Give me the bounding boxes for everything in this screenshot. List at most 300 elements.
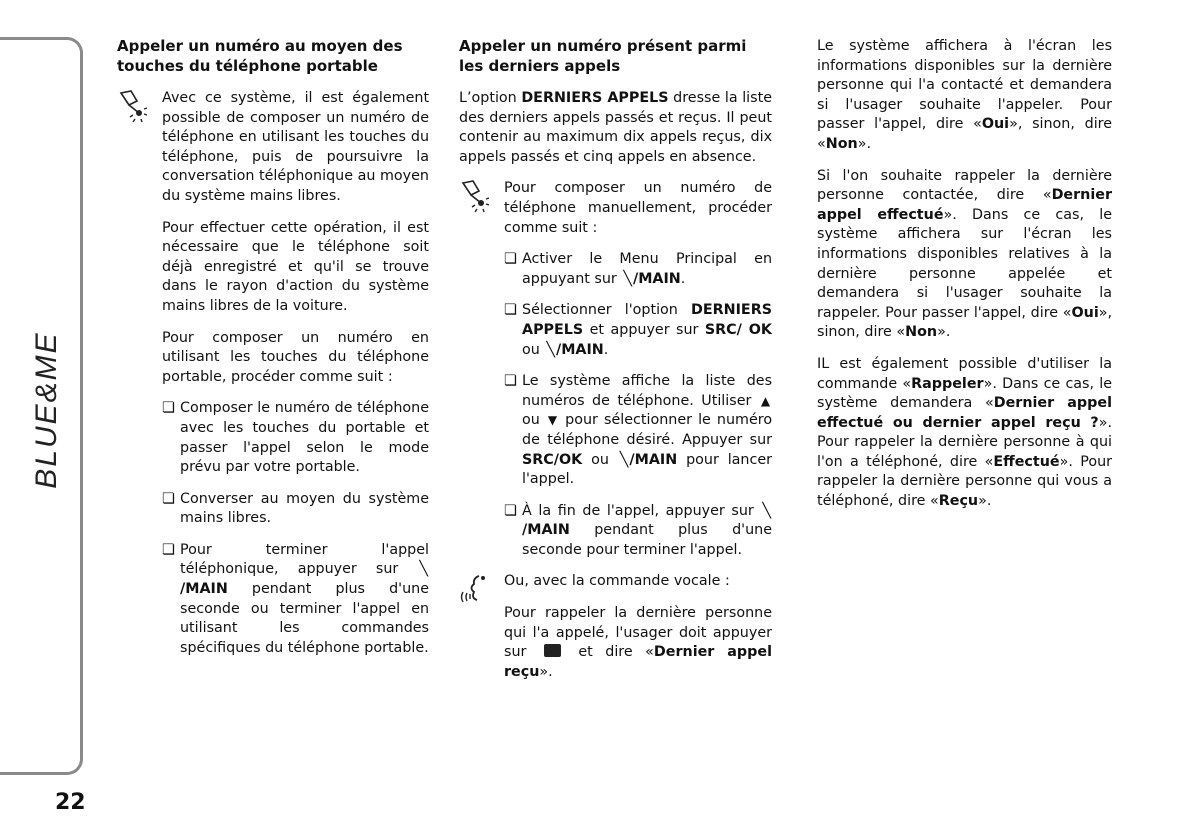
word: le bbox=[205, 278, 218, 295]
word: l'usager bbox=[615, 624, 673, 641]
column-1 bbox=[117, 37, 429, 670]
word: mains bbox=[249, 187, 293, 204]
column-2 bbox=[459, 37, 772, 694]
word: pour bbox=[565, 412, 598, 429]
word: l'on bbox=[842, 167, 869, 184]
word: personne bbox=[908, 265, 976, 282]
word: appuyer bbox=[297, 561, 357, 578]
bold-text bbox=[905, 324, 937, 340]
text bbox=[180, 400, 429, 475]
word: procéder bbox=[231, 368, 295, 385]
word: personne bbox=[965, 473, 1032, 490]
word: « bbox=[929, 493, 939, 510]
text bbox=[539, 664, 552, 680]
word: numéro bbox=[680, 180, 736, 197]
word: voiture. bbox=[292, 297, 348, 314]
word: « bbox=[1062, 304, 1072, 321]
word: relatives bbox=[1008, 245, 1070, 262]
word: informations bbox=[817, 245, 907, 262]
word: appuyant bbox=[522, 270, 590, 287]
word: seconde bbox=[180, 600, 240, 617]
word: dernière bbox=[1052, 167, 1112, 184]
word: appelé, bbox=[555, 624, 609, 641]
word: en bbox=[411, 329, 429, 346]
checkbox-bullet-icon: ❏ bbox=[162, 490, 175, 507]
word: numéro bbox=[716, 412, 773, 429]
word: numéro bbox=[337, 329, 393, 346]
word: dix bbox=[623, 129, 645, 146]
word: un bbox=[643, 180, 662, 197]
word: utilisant bbox=[180, 620, 238, 637]
word: seconde bbox=[522, 541, 582, 558]
word: appel bbox=[990, 414, 1036, 431]
word: composer bbox=[250, 109, 321, 126]
word: de bbox=[411, 109, 430, 126]
paragraph bbox=[459, 89, 772, 167]
word: ». bbox=[937, 324, 951, 341]
word: effectué bbox=[877, 206, 944, 223]
word: pour bbox=[586, 541, 620, 558]
word: moyen bbox=[286, 490, 336, 507]
word: sélectionner bbox=[604, 412, 692, 429]
word: également bbox=[352, 90, 430, 106]
word: /MAIN bbox=[555, 341, 604, 358]
word: /MAIN bbox=[629, 451, 678, 468]
word: l'appeler. bbox=[997, 96, 1064, 113]
word: le bbox=[698, 412, 711, 429]
word: dire bbox=[898, 493, 926, 510]
word: la bbox=[538, 502, 552, 519]
bold-text bbox=[982, 116, 1009, 132]
text bbox=[522, 412, 772, 448]
phone-icon: ╲ bbox=[419, 561, 429, 578]
paragraph bbox=[504, 179, 772, 238]
word: rappeler bbox=[817, 473, 878, 490]
word: appelée bbox=[1008, 265, 1066, 282]
word: des bbox=[746, 373, 773, 390]
word: téléphone bbox=[504, 199, 576, 216]
word: reçu bbox=[504, 663, 540, 680]
word: pendant bbox=[594, 522, 654, 539]
word: « bbox=[984, 453, 994, 470]
paragraph bbox=[504, 604, 772, 682]
word: avec bbox=[533, 573, 568, 590]
text bbox=[681, 271, 686, 287]
word: disponibles bbox=[914, 57, 996, 74]
word: Converser bbox=[180, 490, 254, 507]
word: effectué bbox=[817, 414, 884, 431]
word: en bbox=[669, 148, 688, 165]
word: Pour bbox=[885, 304, 917, 321]
word: d'une bbox=[732, 522, 773, 539]
word: au bbox=[357, 168, 376, 185]
word: personne bbox=[817, 187, 884, 204]
word: Activer bbox=[522, 251, 573, 268]
paragraph bbox=[162, 329, 429, 388]
word: manuellement, bbox=[587, 199, 697, 216]
word: rappeler. bbox=[817, 304, 881, 321]
word: . bbox=[603, 341, 609, 358]
word: contacté bbox=[940, 77, 1004, 94]
word: l'appel. bbox=[522, 471, 575, 488]
word: APPELS bbox=[607, 90, 669, 106]
word: sur bbox=[1002, 57, 1025, 74]
word: informations bbox=[817, 57, 907, 74]
word: du bbox=[410, 129, 430, 146]
word: touches bbox=[349, 129, 406, 146]
word: affichera bbox=[925, 38, 989, 54]
text bbox=[162, 220, 429, 314]
word: du bbox=[342, 490, 361, 507]
word: /MAIN bbox=[522, 522, 570, 539]
word: enregistré bbox=[203, 258, 277, 275]
word: de bbox=[592, 392, 610, 409]
word: avec bbox=[180, 419, 214, 436]
word: a bbox=[1103, 473, 1113, 490]
word: ? bbox=[1090, 414, 1099, 431]
word: cas, bbox=[1055, 206, 1085, 223]
word: pour bbox=[686, 451, 719, 468]
word: reçus, bbox=[702, 129, 746, 146]
word: IL bbox=[817, 355, 830, 372]
phone-icon: ╲ bbox=[546, 341, 555, 358]
word: cas, bbox=[1065, 375, 1095, 392]
word: L’option bbox=[459, 90, 517, 106]
word: appuyer bbox=[610, 321, 670, 338]
word: personne bbox=[705, 605, 773, 622]
word: du bbox=[328, 349, 347, 366]
word: prévu bbox=[180, 459, 221, 476]
word: système bbox=[817, 226, 878, 243]
word: : bbox=[724, 573, 730, 590]
word: à bbox=[1075, 434, 1085, 451]
word: un bbox=[301, 329, 320, 346]
word: ». bbox=[1059, 453, 1073, 470]
word: disponibles bbox=[917, 245, 998, 262]
word: Oui bbox=[981, 116, 1010, 133]
word: dire bbox=[996, 187, 1025, 204]
word: fin bbox=[557, 502, 576, 519]
word: la bbox=[919, 434, 933, 451]
word: plus bbox=[678, 522, 708, 539]
word: de bbox=[334, 400, 353, 417]
word: dire bbox=[1030, 304, 1059, 321]
checkbox-bullet-icon: ❏ bbox=[162, 541, 175, 558]
word: l'appel bbox=[381, 541, 430, 558]
word: de bbox=[582, 502, 601, 519]
phone-icon: ╲ bbox=[619, 451, 629, 468]
word: téléphone, bbox=[162, 148, 239, 165]
word: des bbox=[459, 109, 485, 126]
word: ou bbox=[250, 600, 269, 617]
section-heading: Appeler un numéro présent parmi les derniers appels bbox=[459, 37, 747, 75]
word: touches bbox=[261, 349, 318, 366]
word: du bbox=[318, 419, 337, 436]
word: l'usager bbox=[945, 285, 1003, 302]
word: téléphone bbox=[357, 349, 430, 366]
word: peut bbox=[739, 109, 772, 126]
word: système, bbox=[230, 90, 296, 106]
word: et bbox=[658, 109, 674, 126]
manual-note-icon bbox=[117, 89, 147, 129]
word: affiche bbox=[621, 373, 671, 390]
text bbox=[180, 491, 429, 527]
word: que bbox=[251, 239, 279, 256]
word: système bbox=[184, 187, 246, 204]
word: sur bbox=[375, 561, 399, 578]
word: un bbox=[326, 109, 345, 126]
word: commande bbox=[817, 375, 898, 392]
word: et bbox=[589, 321, 605, 338]
word: DERNIERS bbox=[691, 302, 772, 319]
word: Dans bbox=[972, 206, 1009, 223]
word: « bbox=[973, 116, 982, 133]
word: plus bbox=[335, 581, 365, 598]
word: Sélectionner bbox=[522, 302, 612, 319]
word: téléphone bbox=[318, 239, 390, 256]
paragraph bbox=[162, 219, 429, 317]
word: le bbox=[360, 439, 373, 456]
word: DERNIERS bbox=[521, 90, 603, 106]
column-3 bbox=[817, 37, 1112, 524]
text bbox=[162, 90, 429, 204]
bold-text bbox=[521, 90, 668, 106]
word: système bbox=[849, 38, 910, 54]
word: est bbox=[407, 219, 430, 236]
word: rappeler bbox=[544, 605, 606, 622]
text bbox=[817, 207, 1112, 321]
word: vous bbox=[1064, 473, 1099, 490]
word: passés bbox=[510, 148, 560, 165]
word: téléphone bbox=[287, 639, 360, 656]
word: l'appel. bbox=[689, 541, 743, 558]
bold-text bbox=[629, 452, 677, 468]
text bbox=[180, 542, 429, 578]
paragraph bbox=[817, 355, 1112, 512]
word: dernière bbox=[636, 605, 696, 622]
word: trouve bbox=[382, 258, 430, 275]
word: souhaite bbox=[880, 167, 943, 184]
text bbox=[978, 493, 991, 509]
word: a bbox=[850, 453, 859, 470]
word: qui bbox=[504, 624, 527, 641]
word: téléphoné, bbox=[817, 493, 894, 510]
word: au bbox=[523, 129, 541, 146]
paragraph bbox=[162, 89, 429, 207]
word: /MAIN bbox=[180, 581, 228, 598]
word: et bbox=[414, 419, 430, 436]
arrow-down-icon: ▼ bbox=[547, 413, 558, 428]
word: APPELS bbox=[522, 321, 584, 338]
word: passer bbox=[921, 304, 970, 321]
word: l'appel bbox=[352, 600, 401, 617]
bullet-item bbox=[504, 250, 772, 289]
word: utilisant bbox=[261, 129, 320, 146]
word: possible bbox=[958, 355, 1018, 372]
word: lancer bbox=[727, 451, 773, 468]
word: et bbox=[578, 644, 593, 661]
word: Dernier bbox=[653, 644, 715, 661]
word: le bbox=[1099, 375, 1113, 392]
word: appel bbox=[817, 206, 862, 223]
text bbox=[522, 412, 546, 428]
word: ». bbox=[983, 375, 997, 392]
paragraph bbox=[817, 37, 1112, 155]
word: sur bbox=[676, 321, 699, 338]
word: et bbox=[288, 258, 303, 275]
word: nécessaire bbox=[162, 239, 239, 256]
word: de bbox=[754, 180, 773, 197]
word: ». bbox=[978, 493, 992, 510]
phone-icon: ╲ bbox=[623, 270, 632, 287]
word: sur bbox=[980, 226, 1004, 243]
word: Dans bbox=[1002, 375, 1039, 392]
text bbox=[459, 90, 521, 106]
word: rappeler bbox=[854, 434, 915, 451]
word: le bbox=[257, 400, 271, 417]
word: numéro bbox=[274, 400, 330, 417]
word: Pour bbox=[1080, 96, 1112, 113]
word: se bbox=[355, 258, 372, 275]
word: système bbox=[368, 278, 430, 295]
word: et bbox=[1009, 77, 1024, 94]
word: personne bbox=[1003, 434, 1071, 451]
word: les bbox=[279, 620, 300, 637]
word: au bbox=[260, 490, 279, 507]
word: spécifiques bbox=[180, 639, 261, 656]
word: ce bbox=[1023, 206, 1041, 223]
word: votre bbox=[253, 459, 291, 476]
word: ce bbox=[205, 90, 222, 106]
word: qui bbox=[1089, 434, 1113, 451]
word: appels bbox=[617, 148, 665, 165]
word: dire bbox=[949, 453, 978, 470]
word: la bbox=[681, 373, 695, 390]
word: les bbox=[1091, 38, 1113, 54]
word: le bbox=[291, 239, 305, 256]
word: et bbox=[1097, 265, 1112, 282]
word: ». bbox=[539, 663, 553, 680]
word: l'écran bbox=[1023, 226, 1072, 243]
word: l'appel, bbox=[874, 116, 927, 133]
paragraph bbox=[504, 572, 772, 592]
word: rappeler bbox=[954, 167, 1015, 184]
word: la bbox=[614, 605, 628, 622]
text bbox=[522, 342, 544, 358]
word: la bbox=[416, 148, 430, 165]
word: les bbox=[223, 419, 244, 436]
word: touches bbox=[252, 419, 310, 436]
word: en bbox=[754, 251, 773, 268]
word: qui bbox=[889, 77, 913, 94]
word: d'utiliser bbox=[1027, 355, 1090, 372]
word: téléphone bbox=[357, 400, 430, 417]
word: passer bbox=[180, 439, 228, 456]
checkbox-bullet-icon: ❏ bbox=[504, 502, 517, 519]
word: de bbox=[226, 109, 245, 126]
word: Utiliser bbox=[701, 392, 752, 409]
bold-text bbox=[522, 522, 570, 538]
word: terminer bbox=[623, 541, 686, 558]
word: Avec bbox=[162, 90, 197, 106]
word: suit bbox=[561, 219, 588, 236]
word: demandera bbox=[1029, 77, 1113, 94]
word: appels bbox=[552, 109, 600, 126]
word: ou bbox=[892, 414, 913, 431]
word: à bbox=[1080, 245, 1089, 262]
word: également bbox=[871, 355, 949, 372]
word: liste bbox=[705, 373, 736, 390]
word: téléphonique bbox=[258, 168, 354, 185]
word: téléphonique, bbox=[180, 561, 279, 578]
bold-text bbox=[556, 342, 604, 358]
word: système bbox=[549, 373, 611, 390]
text bbox=[604, 342, 609, 358]
word: sur bbox=[594, 270, 617, 287]
word: conversation bbox=[162, 168, 255, 185]
word: appuyer bbox=[712, 624, 772, 641]
text bbox=[522, 302, 691, 318]
word: il bbox=[393, 219, 401, 236]
word: puis bbox=[252, 148, 282, 165]
word: l'usager bbox=[845, 96, 903, 113]
word: reçu bbox=[1045, 414, 1081, 431]
word: la bbox=[571, 573, 585, 590]
word: ou bbox=[591, 451, 609, 468]
word: reçus. bbox=[678, 109, 722, 126]
word: Oui bbox=[1071, 304, 1099, 321]
word: du bbox=[341, 278, 360, 295]
word: de bbox=[295, 148, 314, 165]
word: utilisant bbox=[162, 349, 220, 366]
word: la bbox=[1099, 355, 1113, 372]
word: Menu bbox=[619, 251, 659, 268]
word: Dernier bbox=[993, 395, 1055, 412]
word: Ou, bbox=[504, 573, 529, 590]
word: cinq bbox=[583, 148, 614, 165]
word: dire bbox=[605, 644, 633, 661]
word: l'écran bbox=[1027, 38, 1077, 54]
word: la bbox=[882, 473, 896, 490]
word: appels bbox=[459, 148, 507, 165]
word: SRC/OK bbox=[522, 451, 583, 468]
word: Rappeler bbox=[911, 375, 984, 392]
word: l'a bbox=[532, 624, 550, 641]
word: téléphone bbox=[162, 129, 234, 146]
word: dernière bbox=[938, 434, 998, 451]
bold-text bbox=[826, 136, 858, 152]
word: l'appel bbox=[243, 439, 291, 456]
word: appel bbox=[1067, 395, 1112, 412]
word: Pour bbox=[180, 541, 212, 558]
word: dire bbox=[935, 116, 964, 133]
word: ». bbox=[857, 135, 872, 152]
word: numéro bbox=[350, 109, 406, 126]
word: Il bbox=[726, 109, 735, 126]
text bbox=[162, 330, 429, 385]
word: d'action bbox=[276, 278, 334, 295]
word: libres. bbox=[227, 510, 272, 527]
word: sinon, bbox=[817, 324, 860, 341]
bullet-item bbox=[504, 502, 772, 561]
word: procéder bbox=[708, 199, 772, 216]
checkbox-bullet-icon: ❏ bbox=[504, 302, 517, 319]
text bbox=[858, 136, 871, 152]
word: « bbox=[817, 135, 826, 152]
word: Le bbox=[522, 373, 539, 390]
word: Effectué bbox=[993, 453, 1060, 470]
word: est bbox=[321, 90, 344, 106]
